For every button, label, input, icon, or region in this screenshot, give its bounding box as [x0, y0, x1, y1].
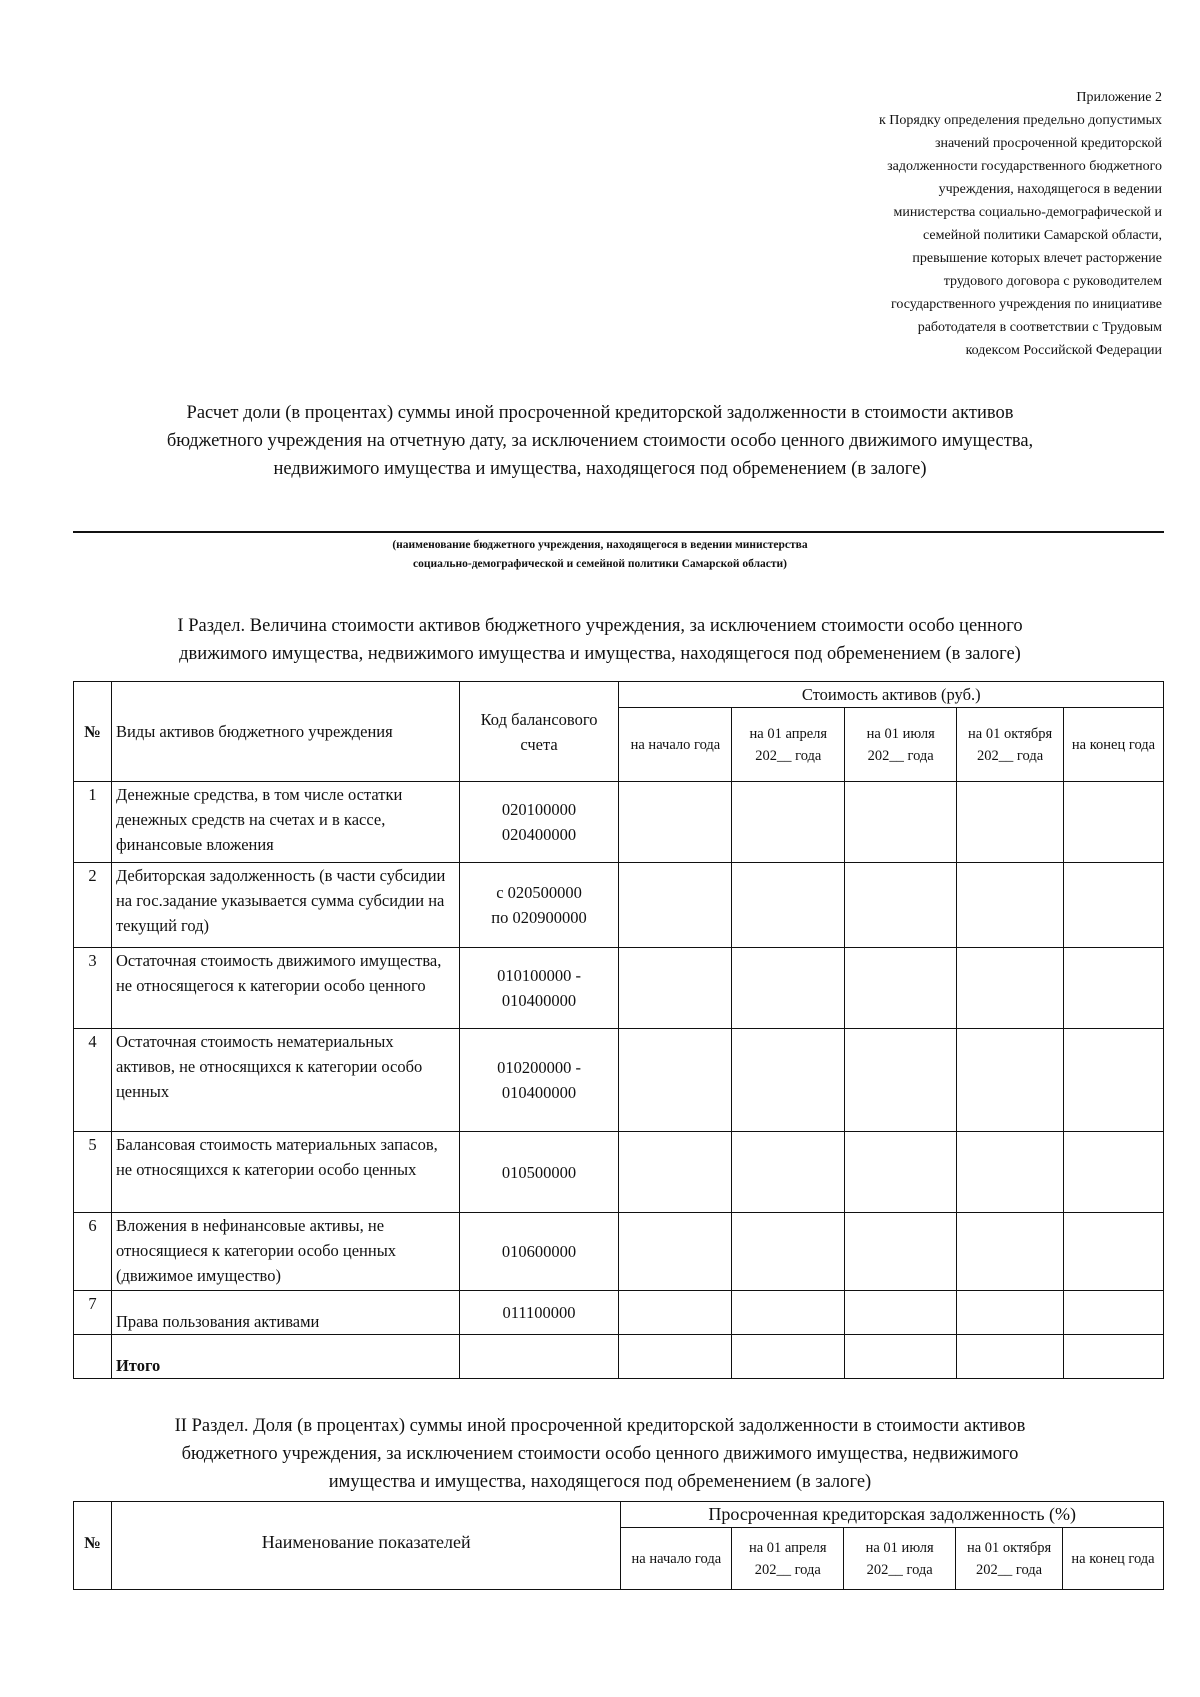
header-period: на начало года — [619, 708, 732, 782]
value-cell[interactable] — [957, 1213, 1064, 1291]
account-code: 020400000 — [501, 825, 577, 844]
value-cell[interactable] — [1064, 1132, 1164, 1213]
account-code: 020100000 — [501, 800, 577, 819]
row-code — [459, 1029, 619, 1132]
value-cell[interactable] — [845, 1291, 957, 1335]
appendix-line: трудового договора с руководителем — [943, 274, 1162, 289]
section2-title — [60, 1412, 1140, 1496]
section-title-line: бюджетного учреждения, за исключением стоимости особо ценного движимого имущества, недвижимого — [181, 1444, 1019, 1464]
appendix-note — [879, 86, 1162, 362]
table-row — [74, 1132, 1164, 1213]
title-line: Расчет доли (в процентах) суммы иной просроченной кредиторской задолженности в стоимости активов — [186, 403, 1014, 423]
value-cell[interactable] — [1064, 948, 1164, 1029]
appendix-line: кодексом Российской Федерации — [965, 343, 1162, 358]
row-num: 5 — [74, 1132, 112, 1213]
value-cell[interactable] — [619, 948, 732, 1029]
row-code — [459, 1213, 619, 1291]
institution-name-line — [73, 531, 1164, 533]
section-title-line: II Раздел. Доля (в процентах) суммы иной просроченной кредиторской задолженности в стоимости активов — [174, 1416, 1026, 1436]
total-row — [74, 1335, 1164, 1379]
row-kind: Денежные средства, в том числе остатки денежных средств на счетах и в кассе, финансовые вложения — [111, 782, 459, 863]
caption-line: социально-демографической и семейной политики Самарской области) — [413, 558, 787, 570]
appendix-line: задолженности государственного бюджетного — [887, 159, 1162, 174]
title-line: недвижимого имущества и имущества, находящегося под обременением (в залоге) — [273, 459, 927, 479]
row-kind: Дебиторская задолженность (в части субсидии на гос.задание указывается сумма субсидии на текущий год) — [111, 863, 459, 948]
row-num: 2 — [74, 863, 112, 948]
account-code: 011100000 — [502, 1303, 576, 1322]
account-code: 010500000 — [501, 1162, 577, 1182]
document-title — [60, 399, 1140, 483]
value-cell[interactable] — [732, 1213, 845, 1291]
account-code: 010400000 — [501, 991, 577, 1010]
row-code — [459, 948, 619, 1029]
value-cell[interactable] — [619, 1213, 732, 1291]
row-num: 7 — [74, 1291, 112, 1335]
institution-name-caption — [60, 536, 1140, 574]
total-value-cell[interactable] — [732, 1335, 845, 1379]
row-num: 1 — [74, 782, 112, 863]
header-asset-value: Стоимость активов (руб.) — [619, 682, 1164, 708]
header-period: на 01 июля 202__ года — [845, 708, 957, 782]
table-row — [74, 863, 1164, 948]
row-kind: Остаточная стоимость нематериальных активов, не относящихся к категории особо ценных — [111, 1029, 459, 1132]
caption-line: (наименование бюджетного учреждения, находящегося в ведении министерства — [392, 539, 808, 551]
row-kind: Балансовая стоимость материальных запасов, не относящихся к категории особо ценных — [111, 1132, 459, 1213]
table-row — [74, 782, 1164, 863]
value-cell[interactable] — [1064, 863, 1164, 948]
row-code — [459, 1335, 619, 1379]
value-cell[interactable] — [732, 863, 845, 948]
appendix-line: Приложение 2 — [1076, 90, 1162, 105]
row-code — [459, 1132, 619, 1213]
total-value-cell[interactable] — [845, 1335, 957, 1379]
table-row — [74, 1291, 1164, 1335]
appendix-line: превышение которых влечет расторжение — [912, 251, 1162, 266]
header-name: Наименование показателей — [111, 1502, 620, 1590]
value-cell[interactable] — [1064, 1291, 1164, 1335]
row-kind: Вложения в нефинансовые активы, не относящиеся к категории особо ценных (движимое имущество) — [111, 1213, 459, 1291]
debt-share-table — [73, 1501, 1164, 1590]
appendix-line: семейной политики Самарской области, — [923, 228, 1162, 243]
value-cell[interactable] — [619, 1132, 732, 1213]
value-cell[interactable] — [845, 948, 957, 1029]
value-cell[interactable] — [732, 782, 845, 863]
value-cell[interactable] — [732, 1291, 845, 1335]
header-period: на 01 июля 202__ года — [844, 1528, 956, 1590]
row-num: 6 — [74, 1213, 112, 1291]
value-cell[interactable] — [732, 1132, 845, 1213]
row-num: 3 — [74, 948, 112, 1029]
value-cell[interactable] — [732, 948, 845, 1029]
value-cell[interactable] — [845, 1132, 957, 1213]
value-cell[interactable] — [1064, 1029, 1164, 1132]
value-cell[interactable] — [845, 1213, 957, 1291]
value-cell[interactable] — [957, 1029, 1064, 1132]
row-code — [459, 1291, 619, 1335]
section-title-line: движимого имущества, недвижимого имущества и имущества, находящегося под обременением (в залоге) — [179, 644, 1021, 664]
header-num: № — [74, 1502, 112, 1590]
header-period: на 01 октября 202__ года — [957, 708, 1064, 782]
value-cell[interactable] — [957, 1132, 1064, 1213]
header-code: Код балансового счета — [459, 682, 619, 782]
row-kind: Права пользования активами — [111, 1291, 459, 1335]
appendix-line: государственного учреждения по инициативе — [890, 297, 1162, 312]
header-period: на конец года — [1063, 1528, 1164, 1590]
account-code: с 020500000 — [496, 883, 582, 902]
row-code — [459, 782, 619, 863]
row-num: 4 — [74, 1029, 112, 1132]
header-period: на 01 апреля 202__ года — [732, 1528, 844, 1590]
value-cell[interactable] — [619, 782, 732, 863]
header-overdue-debt: Просроченная кредиторская задолженность (%) — [621, 1502, 1164, 1528]
appendix-line: министерства социально-демографической и — [893, 205, 1162, 220]
value-cell[interactable] — [845, 863, 957, 948]
value-cell[interactable] — [732, 1029, 845, 1132]
value-cell[interactable] — [619, 1029, 732, 1132]
appendix-line: учреждения, находящегося в ведении — [938, 182, 1162, 197]
value-cell[interactable] — [957, 782, 1064, 863]
header-kind: Виды активов бюджетного учреждения — [111, 682, 459, 782]
total-value-cell[interactable] — [619, 1335, 732, 1379]
account-code: 010600000 — [501, 1242, 577, 1261]
appendix-line: к Порядку определения предельно допустимых — [879, 113, 1162, 128]
value-cell[interactable] — [619, 863, 732, 948]
row-num — [74, 1335, 112, 1379]
assets-table — [73, 681, 1164, 1379]
total-value-cell[interactable] — [1064, 1335, 1164, 1379]
row-kind: Остаточная стоимость движимого имущества, не относящегося к категории особо ценного — [111, 948, 459, 1029]
value-cell[interactable] — [1064, 1213, 1164, 1291]
total-value-cell[interactable] — [957, 1335, 1064, 1379]
table-row — [74, 1029, 1164, 1132]
value-cell[interactable] — [957, 1291, 1064, 1335]
account-code: 010100000 - — [497, 966, 581, 985]
value-cell[interactable] — [845, 782, 957, 863]
value-cell[interactable] — [845, 1029, 957, 1132]
appendix-line: работодателя в соответствии с Трудовым — [917, 320, 1162, 335]
header-period: на 01 октября 202__ года — [956, 1528, 1063, 1590]
appendix-line: значений просроченной кредиторской — [934, 136, 1162, 151]
total-label: Итого — [115, 1356, 161, 1375]
account-code: 010400000 — [501, 1083, 577, 1102]
account-code: 010200000 - — [497, 1058, 581, 1077]
header-num: № — [74, 682, 112, 782]
row-code — [459, 863, 619, 948]
table-row — [74, 948, 1164, 1029]
value-cell[interactable] — [619, 1291, 732, 1335]
header-period: на 01 апреля 202__ года — [732, 708, 845, 782]
value-cell[interactable] — [957, 948, 1064, 1029]
section-title-line: имущества и имущества, находящегося под обременением (в залоге) — [328, 1472, 872, 1492]
section-title-line: I Раздел. Величина стоимости активов бюджетного учреждения, за исключением стоимости особо ценного — [177, 616, 1023, 636]
section1-title — [60, 612, 1140, 668]
account-code: по 020900000 — [491, 908, 587, 927]
table-row — [74, 1213, 1164, 1291]
value-cell[interactable] — [957, 863, 1064, 948]
header-period: на начало года — [621, 1528, 732, 1590]
title-line: бюджетного учреждения на отчетную дату, за исключением стоимости особо ценного движимого имущества, — [166, 431, 1034, 451]
header-period: на конец года — [1064, 708, 1164, 782]
value-cell[interactable] — [1064, 782, 1164, 863]
